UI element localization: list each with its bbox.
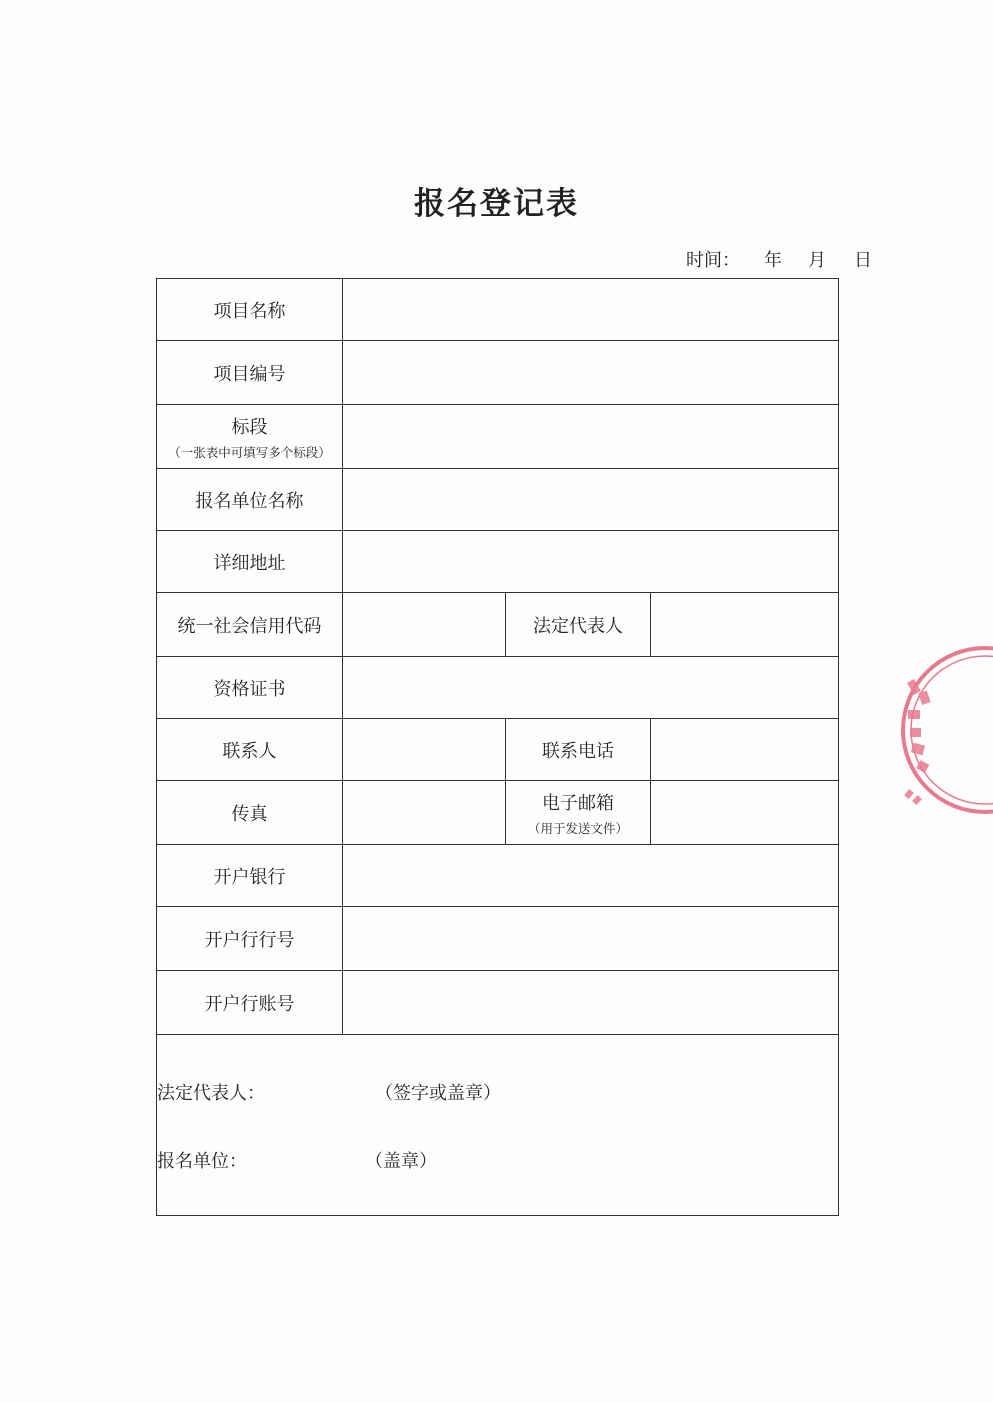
qualification-field[interactable]	[343, 657, 839, 719]
signature-area[interactable]	[157, 1035, 839, 1216]
row-bank-account	[157, 971, 839, 1035]
unit-signature-line	[157, 1147, 437, 1173]
date-year: 年	[764, 250, 782, 271]
project-name-label: 项目名称	[157, 279, 343, 341]
seal-stamp	[880, 640, 993, 820]
row-bank	[157, 845, 839, 907]
bank-account-label: 开户行账号	[157, 971, 343, 1035]
unit-name-field[interactable]	[343, 469, 839, 531]
row-address	[157, 531, 839, 593]
bank-label: 开户银行	[157, 845, 343, 907]
fax-field[interactable]	[343, 781, 506, 845]
date-line	[686, 246, 872, 272]
row-project-name	[157, 279, 839, 341]
row-contact	[157, 719, 839, 781]
bank-code-label: 开户行行号	[157, 907, 343, 971]
unit-signature-label: 报名单位：	[157, 1151, 247, 1172]
row-unit-name	[157, 469, 839, 531]
email-note: （用于发送文件）	[527, 820, 628, 836]
legal-rep-field[interactable]	[651, 593, 839, 657]
row-fax	[157, 781, 839, 845]
legal-rep-signature-label: 法定代表人：	[157, 1083, 265, 1104]
phone-field[interactable]	[651, 719, 839, 781]
contact-field[interactable]	[343, 719, 506, 781]
legal-rep-signature-line	[157, 1079, 501, 1105]
contact-label: 联系人	[157, 719, 343, 781]
row-project-number	[157, 341, 839, 405]
fax-label: 传真	[157, 781, 343, 845]
date-month: 月	[808, 250, 826, 271]
email-field[interactable]	[651, 781, 839, 845]
address-field[interactable]	[343, 531, 839, 593]
registration-form	[156, 278, 839, 1216]
unit-signature-note: （盖章）	[365, 1151, 437, 1172]
phone-label: 联系电话	[506, 719, 651, 781]
date-label: 时间：	[686, 250, 740, 271]
bank-account-field[interactable]	[343, 971, 839, 1035]
bank-field[interactable]	[343, 845, 839, 907]
credit-code-label: 统一社会信用代码	[157, 593, 343, 657]
section-note: （一张表中可填写多个标段）	[168, 444, 331, 460]
row-qualification	[157, 657, 839, 719]
page-title: 报名登记表	[414, 186, 579, 222]
section-field[interactable]	[343, 405, 839, 469]
project-number-label: 项目编号	[157, 341, 343, 405]
unit-name-label: 报名单位名称	[157, 469, 343, 531]
legal-rep-signature-note: （签字或盖章）	[375, 1083, 501, 1104]
section-label-cell	[157, 405, 343, 469]
email-label-cell	[506, 781, 651, 845]
project-number-field[interactable]	[343, 341, 839, 405]
credit-code-field[interactable]	[343, 593, 506, 657]
row-signature	[157, 1035, 839, 1216]
qualification-label: 资格证书	[157, 657, 343, 719]
seal-stamp-icon	[880, 640, 993, 820]
project-name-field[interactable]	[343, 279, 839, 341]
row-section	[157, 405, 839, 469]
email-label: 电子邮箱	[542, 792, 614, 814]
section-label: 标段	[231, 416, 268, 438]
bank-code-field[interactable]	[343, 907, 839, 971]
legal-rep-label: 法定代表人	[506, 593, 651, 657]
address-label: 详细地址	[157, 531, 343, 593]
date-day: 日	[854, 250, 872, 271]
row-bank-code	[157, 907, 839, 971]
row-credit-code	[157, 593, 839, 657]
